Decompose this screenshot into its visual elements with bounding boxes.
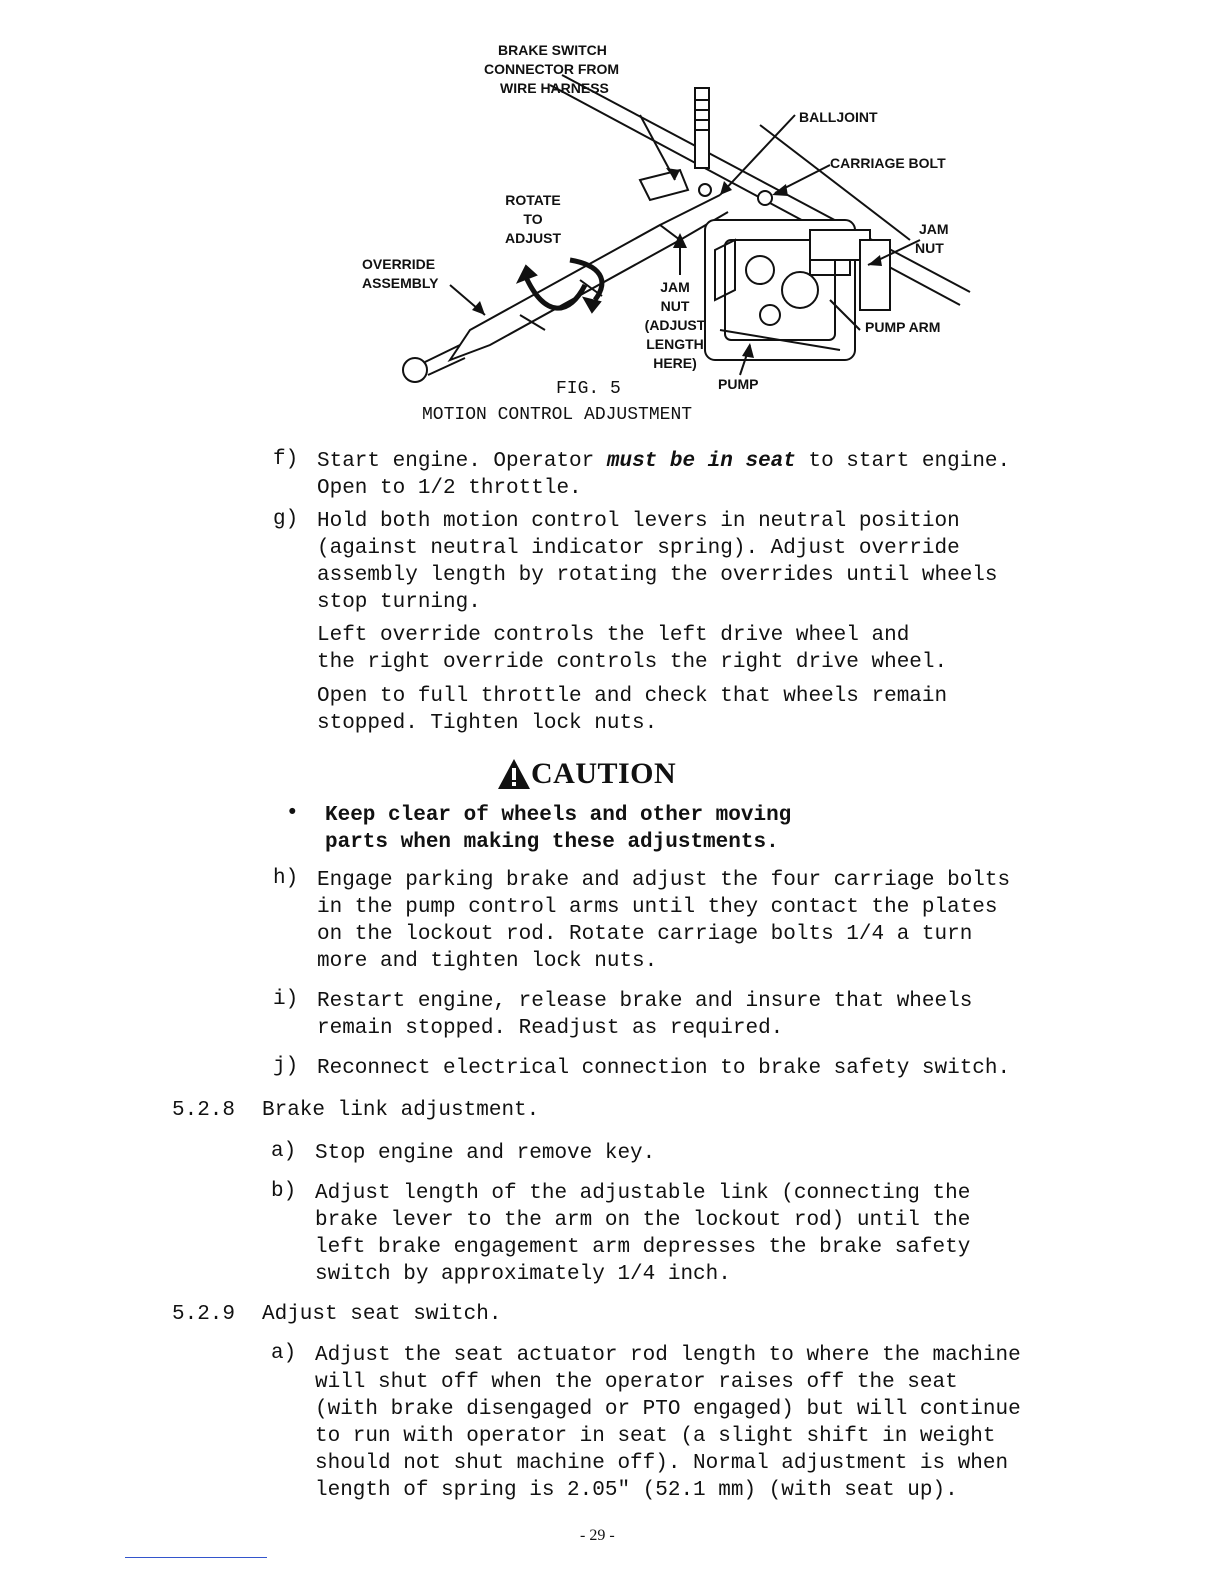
label-line: LENGTH [646, 336, 704, 352]
step-528b-line: Adjust length of the adjustable link (connecting the [315, 1182, 971, 1205]
label-line: ROTATE [505, 192, 561, 208]
text-run: Start engine. Operator [317, 450, 607, 473]
step-j-line: Reconnect electrical connection to brake safety switch. [317, 1057, 1011, 1080]
step-528a-text [315, 1140, 655, 1167]
step-528b-line: switch by approximately 1/4 inch. [315, 1263, 731, 1286]
label-line: (ADJUST [644, 317, 706, 333]
label-line: TO [523, 211, 543, 227]
label-line: JAM [660, 279, 690, 295]
footer-rule [125, 1557, 267, 1558]
step-label-j: j) [273, 1055, 299, 1078]
step-528b-line: brake lever to the arm on the lockout rod) until the [315, 1209, 971, 1232]
step-h-line: in the pump control arms until they contact the plates [317, 896, 998, 919]
step-j-text [317, 1055, 1010, 1082]
step-h-line: Engage parking brake and adjust the four carriage bolts [317, 869, 1011, 892]
label-pump-arm: PUMP ARM [865, 319, 941, 335]
label-line: WIRE HARNESS [500, 80, 609, 96]
label-pump: PUMP [718, 376, 759, 392]
label-rotate-to-adjust [498, 191, 568, 248]
label-line: CONNECTOR FROM [484, 61, 620, 77]
step-g-line: Hold both motion control levers in neutral position [317, 510, 960, 533]
label-line: NUT [660, 298, 690, 314]
page-number: - 29 - [580, 1527, 615, 1544]
note-line: Left override controls the left drive wheel and [317, 624, 910, 647]
step-529a-line: to run with operator in seat (a slight shift in weight [315, 1425, 996, 1448]
note-line: Open to full throttle and check that wheels remain [317, 685, 948, 708]
caution-bullet: • [286, 802, 299, 825]
motion-control-figure [340, 30, 980, 400]
label-line: BRAKE SWITCH [498, 42, 607, 58]
section-number-529: 5.2.9 [172, 1303, 236, 1326]
caution-text [325, 802, 791, 856]
label-brake-switch [484, 41, 620, 98]
step-f-line: Open to 1/2 throttle. [317, 477, 582, 500]
step-528b-text [315, 1180, 970, 1288]
warning-triangle-icon [497, 758, 531, 790]
label-balljoint: BALLJOINT [799, 109, 878, 125]
step-529a-text [315, 1342, 1021, 1504]
section-title-529: Adjust seat switch. [262, 1303, 502, 1326]
step-label-528a: a) [271, 1140, 297, 1163]
caution-line: Keep clear of wheels and other moving [325, 804, 792, 827]
step-g-line: assembly length by rotating the overrides until wheels [317, 564, 998, 587]
g-note-1 [317, 622, 947, 676]
step-g-line: stop turning. [317, 591, 481, 614]
step-h-text [317, 867, 1010, 975]
step-529a-line: should not shut machine off). Normal adjustment is when [315, 1452, 1009, 1475]
label-line: JAM [919, 221, 949, 237]
section-title-528: Brake link adjustment. [262, 1099, 540, 1122]
step-h-line: more and tighten lock nuts. [317, 950, 658, 973]
step-label-528b: b) [271, 1180, 297, 1203]
g-note-2 [317, 683, 947, 737]
caution-title: CAUTION [531, 757, 677, 790]
step-f-line [317, 448, 1010, 475]
figure-number: FIG. 5 [556, 379, 621, 399]
label-line: ADJUST [504, 230, 561, 246]
text-run: to start engine. [795, 450, 1011, 473]
step-label-h: h) [273, 867, 299, 890]
step-528a-line: Stop engine and remove key. [315, 1142, 656, 1165]
step-528b-line: left brake engagement arm depresses the brake safety [315, 1236, 971, 1259]
step-f-text [317, 448, 1010, 502]
step-label-i: i) [273, 988, 299, 1011]
caution-line: parts when making these adjustments. [325, 831, 779, 854]
label-line: OVERRIDE [362, 256, 436, 272]
step-529a-line: length of spring is 2.05" (52.1 mm) (with seat up). [315, 1479, 958, 1502]
step-i-line: Restart engine, release brake and insure that wheels [317, 990, 973, 1013]
label-carriage-bolt: CARRIAGE BOLT [830, 155, 946, 171]
label-override-assembly [362, 255, 439, 293]
figure-title: MOTION CONTROL ADJUSTMENT [422, 405, 693, 425]
step-label-g: g) [273, 508, 299, 531]
note-line: stopped. Tighten lock nuts. [317, 712, 658, 735]
caution-heading [497, 757, 676, 791]
step-g-text [317, 508, 998, 616]
label-jam-nut-center [630, 278, 720, 373]
step-529a-line: Adjust the seat actuator rod length to where the machine [315, 1344, 1021, 1367]
step-i-line: remain stopped. Readjust as required. [317, 1017, 784, 1040]
label-line: ASSEMBLY [362, 275, 439, 291]
step-i-text [317, 988, 972, 1042]
label-line: HERE) [653, 355, 697, 371]
label-jam-nut-right [915, 220, 949, 258]
step-g-line: (against neutral indicator spring). Adjust override [317, 537, 960, 560]
step-label-f: f) [273, 448, 299, 471]
section-number-528: 5.2.8 [172, 1099, 236, 1122]
step-h-line: on the lockout rod. Rotate carriage bolts 1/4 a turn [317, 923, 973, 946]
step-529a-line: will shut off when the operator raises off the seat [315, 1371, 958, 1394]
label-line: NUT [915, 240, 944, 256]
step-529a-line: (with brake disengaged or PTO engaged) but will continue [315, 1398, 1021, 1421]
emphasis-must-be-in-seat: must be in seat [606, 450, 796, 473]
note-line: the right override controls the right drive wheel. [317, 651, 948, 674]
step-label-529a: a) [271, 1342, 297, 1365]
